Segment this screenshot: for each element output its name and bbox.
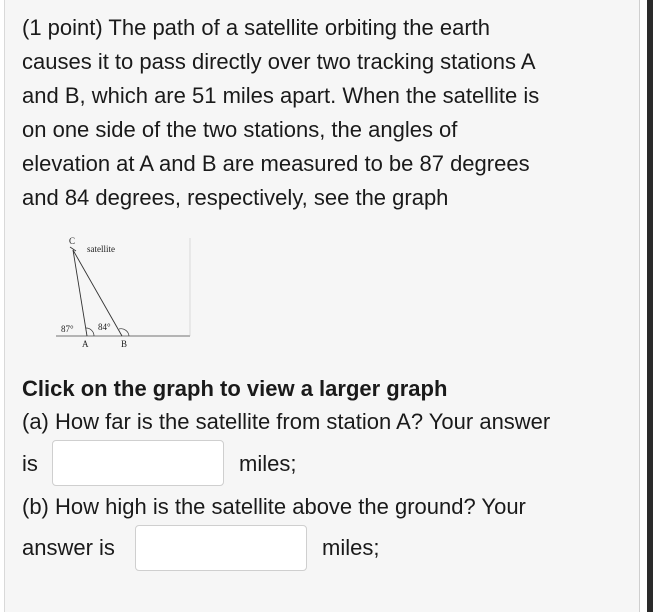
scrollbar-region xyxy=(641,0,658,612)
part-b-unit: miles; xyxy=(322,535,380,560)
problem-line-1: (1 point) The path of a satellite orbiting the earth xyxy=(22,15,490,40)
angle-a-label: 87° xyxy=(61,324,74,334)
angle-b-label: 84° xyxy=(98,322,111,332)
label-b: B xyxy=(121,339,128,349)
part-b-answer-input[interactable] xyxy=(135,525,307,571)
problem-line-2: causes it to pass directly over two tracking stations A xyxy=(22,49,536,74)
scrollbar-edge[interactable] xyxy=(647,0,653,612)
angle-arc-b xyxy=(119,329,129,336)
problem-line-6: and 84 degrees, respectively, see the graph xyxy=(22,185,449,210)
part-a-prefix: is xyxy=(22,451,38,476)
label-satellite: satellite xyxy=(87,244,115,254)
problem-statement xyxy=(22,11,618,215)
problem-line-3: and B, which are 51 miles apart. When the satellite is xyxy=(22,83,540,108)
part-b-prefix: answer is xyxy=(22,535,115,560)
graph-link-heading[interactable]: Click on the graph to view a larger graph xyxy=(22,376,448,401)
part-a-question: (a) How far is the satellite from station A? Your answer xyxy=(22,409,551,434)
problem-line-4: on one side of the two stations, the angles of xyxy=(22,117,458,142)
label-c: C xyxy=(69,236,76,246)
part-b-question: (b) How high is the satellite above the ground? Your xyxy=(22,494,526,519)
part-a-answer-input[interactable] xyxy=(52,440,224,486)
problem-line-5: elevation at A and B are measured to be 87 degrees xyxy=(22,151,530,176)
label-a: A xyxy=(82,339,89,349)
part-a-unit: miles; xyxy=(239,451,297,476)
satellite-graph[interactable] xyxy=(56,230,194,354)
